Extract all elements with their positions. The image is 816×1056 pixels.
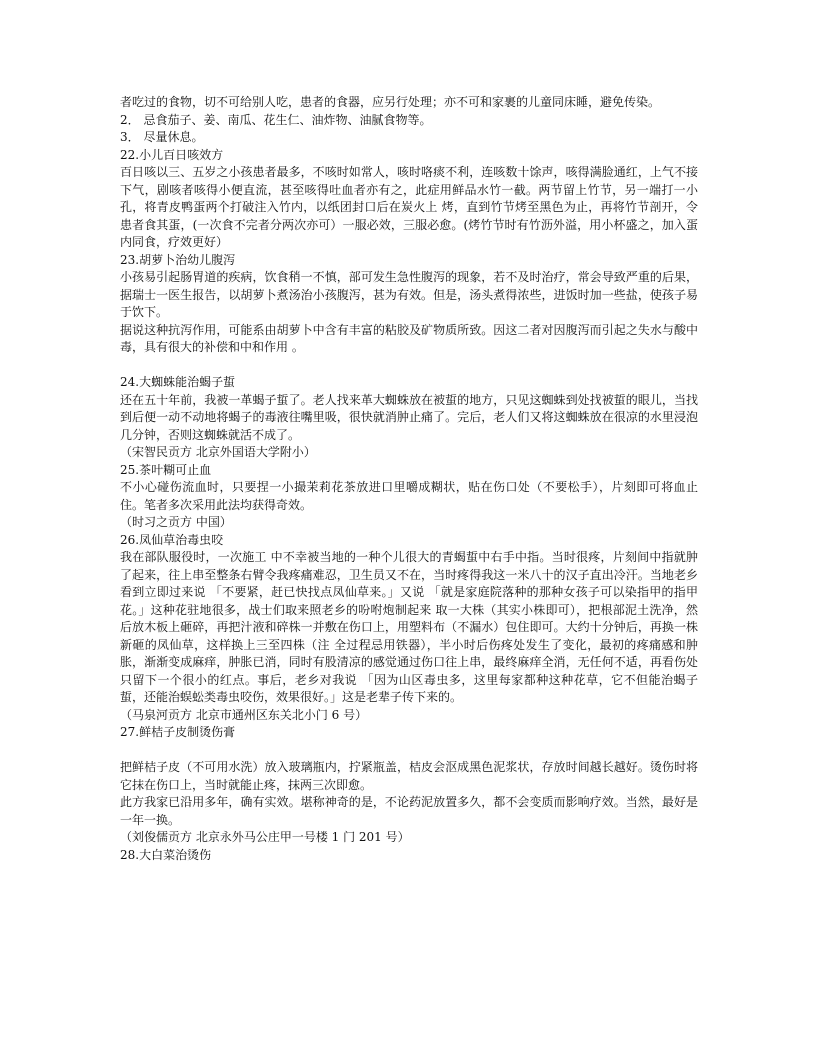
credit-27: （刘俊儒贡方 北京永外马公庄甲一号楼 1 门 201 号） bbox=[120, 830, 410, 844]
paragraph-23-body: 小孩易引起肠胃道的疾病，饮食稍一不慎，部可发生急性腹泻的现象，若不及时治疗，常会导致严重的后果，据瑞士一医生报告，以胡萝卜煮汤治小孩腹泻，甚为有效。但是，汤头煮得浓些，进饭时加一些盐，使孩子易于饮下。 bbox=[120, 270, 698, 319]
paragraph-27-note: 此方我家已沿用多年，确有实效。堪称神奇的是，不论药泥放置多久，都不会变质而影响疗效。当然，最好是一年一换。 bbox=[120, 795, 698, 827]
heading-27: 27.鲜桔子皮制烫伤膏 bbox=[120, 725, 236, 739]
heading-23: 23.胡萝卜治幼儿腹泻 bbox=[120, 252, 236, 267]
heading-28: 28.大白菜治烫伤 bbox=[120, 847, 212, 862]
blank-line bbox=[120, 742, 698, 760]
credit-24: （宋智民贡方 北京外国语大学附小） bbox=[120, 445, 316, 459]
paragraph-23-note: 据说这种抗泻作用，可能系由胡萝卜中含有丰富的粘胶及矿物质所致。因这二者对因腹泻而引起之失水与酸中毒，具有很大的补偿和中和作用 。 bbox=[120, 322, 698, 354]
paragraph-26-body: 我在部队服役时，一次施工 中不幸被当地的一种个儿很大的青蝎蜇中右手中指。当时很疼，片刻间中指就肿了起来，往上串至整条右臂令我疼痛难忍，卫生员又不在，当时疼得我这一米八十的汉子直出冷汗。当地老乡看到立即过来说 「不要紧，赶已快找点凤仙草来。」又说 「就是家庭院落种的那种女孩子可以染指甲的指甲花。」这种花驻地很多，战士们取来照老乡的吩咐炮制起来 取一大株（其实小株即可），把根部泥土洗净，然后放木板上砸碎，再把汁液和碎株一并敷在伤口上，用塑料布（不漏水）包住即可。大约十分钟后，再换一株新砸的凤仙草，这样换上三至四株（注 全过程忌用铁器），半小时后伤疼处发生了变化，最初的疼痛感和肿胀，渐渐变成麻痒，肿胀已消，同时有股清凉的感觉通过伤口往上串，最终麻痒全消，无任何不适，再看伤处只留下一个很小的红点。事后，老乡对我说 「因为山区毒虫多，这里每家都种这种花草，它不但能治蝎子蜇，还能治蜈蚣类毒虫咬伤，效果很好。」这是老辈子传下来的。 bbox=[120, 550, 698, 704]
list-item-2: 2． 忌食茄子、姜、南瓜、花生仁、油炸物、油腻食物等。 bbox=[120, 112, 432, 127]
continuation-paragraph: 者吃过的食物，切不可给别人吃，患者的食器，应另行处理；亦不可和家裹的儿童同床睡，避免传染。 bbox=[120, 95, 661, 109]
paragraph-25-body: 不小心碰伤流血时，只要捏一小撮茉莉花茶放进口里嚼成糊状，贴在伤口处（不要松手），片刻即可将血止住。笔者多次采用此法均获得奇效。 bbox=[120, 480, 698, 512]
heading-25: 25.茶叶糊可止血 bbox=[120, 462, 212, 477]
paragraph-27-body: 把鲜桔子皮（不可用水洗）放入玻璃瓶内，拧紧瓶盖，桔皮会沤成黑色泥浆状，存放时间越长越好。烫伤时将它抹在伤口上，当时就能止疼，抹两三次即愈。 bbox=[120, 760, 698, 792]
heading-22: 22.小儿百日咳效方 bbox=[120, 147, 224, 162]
credit-25: （时习之贡方 中国） bbox=[120, 515, 232, 529]
credit-26: （马泉河贡方 北京市通州区东关北小门 6 号） bbox=[120, 707, 368, 722]
heading-26: 26.凤仙草治毒虫咬 bbox=[120, 532, 224, 547]
list-item-3: 3． 尽量休息。 bbox=[120, 130, 204, 144]
heading-24: 24.大蜘蛛能治蝎子蜇 bbox=[120, 375, 236, 389]
paragraph-22-body: 百日咳以三、五岁之小孩患者最多，不咳时如常人，咳时咯痰不利，连咳数十馀声，咳得满脸通红，上气不接下气，剧咳者咳得小便直流，甚至咳得吐血者亦有之，此症用鲜品水竹一截。两节留上竹节，另一端打一小孔，将青皮鸭蛋两个打破注入竹内，以纸团封口后在炭火上 烤，直到竹节烤至黑色为止，再将竹节剖开，令患者食其蛋，(一次食不完者分两次亦可）一服必效，三服必愈。(烤竹节时有竹沥外溢，用小杯盛之，加入蛋内同食，疗效更好） bbox=[120, 165, 698, 249]
paragraph-24-body: 还在五十年前，我被一革蝎子蜇了。老人找来革大蜘蛛放在被蜇的地方，只见这蜘蛛到处找被蜇的眼儿，当找到后便一动不动地将蝎子的毒液往嘴里吸，很快就消肿止痛了。完后，老人们又将这蜘蛛放在很凉的水里浸泡几分钟，否则这蜘蛛就活不成了。 bbox=[120, 392, 698, 442]
blank-line bbox=[120, 357, 698, 375]
page-body bbox=[120, 94, 698, 864]
